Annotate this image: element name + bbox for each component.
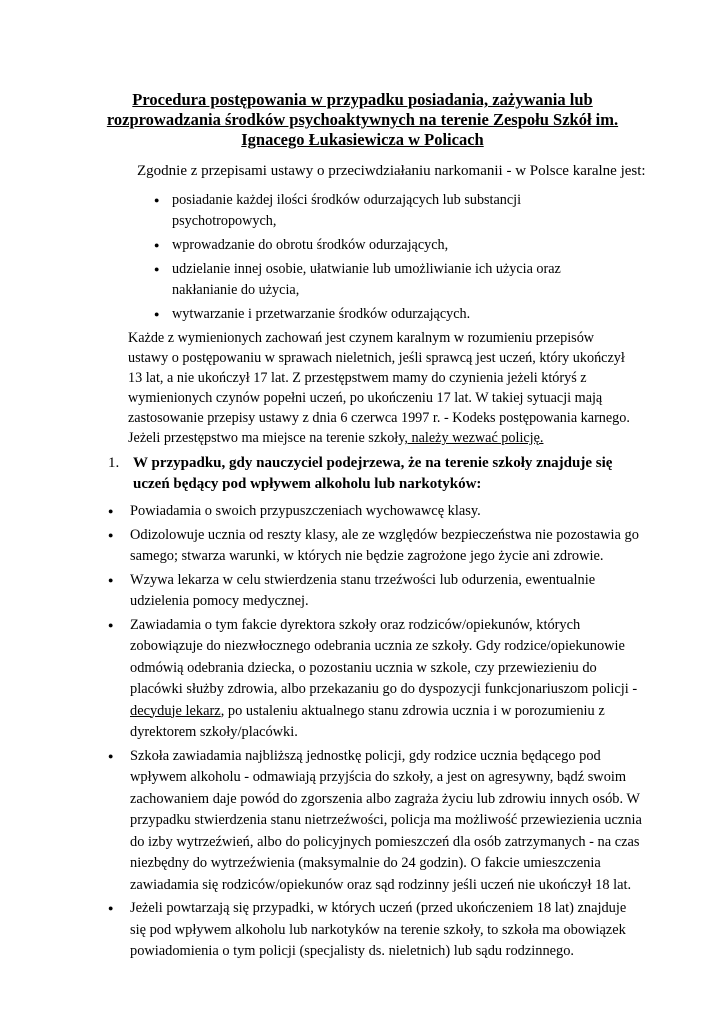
paragraph-text: Każde z wymienionych zachowań jest czynem karalnym w rozumieniu przepisów ustawy o postępowaniu w sprawach nieletnich, jeśli sprawcą jest uczeń, który ukończył 13 lat, a nie ukończył 17 lat. Z przestępstwem mamy do czynienia jeżeli któryś z wymienionych czynów popełni uczeń, po ukończeniu 17 lat. W takiej sytuacji mają zastosowanie przepisy ustawy z dnia 6 czerwca 1997 r. - Kodeks postępowania karnego. Jeżeli przestępstwo ma miejsce na terenie szkoły xyxy=(128,330,630,446)
list-item: ● Szkoła zawiadamia najbliższą jednostkę policji, gdy rodzice ucznia będącego pod wpływem alkoholu - odmawiają przyjścia do szkoły, a jest on agresywny, bądź swoim zachowaniem daje powód do zgorszenia albo zagraża życiu lub zdrowiu innych osób. W przypadku stwierdzenia stanu nietrzeźwości, policja ma możliwość przewiezienia ucznia do izby wytrzeźwień, albo do policyjnych pomieszczeń dla osób zatrzymanych - na czas niezbędny do wytrzeźwienia (maksymalnie do 24 godzin). O fakcie umieszczenia zawiadamia się rodziców/opiekunów oraz sąd rodzinny jeśli uczeń nie ukończył 18 lat. xyxy=(108,746,643,897)
list-item: ● posiadanie każdej ilości środków odurzających lub substancji psychotropowych, xyxy=(154,190,574,232)
intro-text: Zgodnie z przepisami ustawy o przeciwdziałaniu narkomanii - w Polsce karalne jest: xyxy=(137,163,646,179)
list-item: ● wytwarzanie i przetwarzanie środków odurzających. xyxy=(154,304,574,325)
section-heading xyxy=(108,453,648,495)
list-item: ● Odizolowuje ucznia od reszty klasy, ale ze względów bezpieczeństwa nie pozostawia go samego; stwarza warunki, w których nie będzie zagrożone jego życie ani zdrowie. xyxy=(108,525,643,568)
procedure-list xyxy=(108,501,643,965)
list-item: ● udzielanie innej osobie, ułatwianie lub umożliwianie ich użycia oraz nakłanianie do użycia, xyxy=(154,259,574,301)
doctor-decides-text: decyduje lekarz xyxy=(130,702,221,719)
list-item: ● Wzywa lekarza w celu stwierdzenia stanu trzeźwości lub odurzenia, ewentualnie udzielenia pomocy medycznej. xyxy=(108,570,643,613)
list-item-text: Zawiadamia o tym fakcie dyrektora szkoły oraz rodziców/opiekunów, których zobowiązuje do niezwłocznego odebrania ucznia ze szkoły. Gdy rodzice/opiekunowie odmówią odebrania dziecka, o pozostaniu ucznia w szkole, czy przewiezieniu do placówki służby zdrowia, albo przekazaniu go do dyspozycji funkcjonariuszom policji - xyxy=(130,616,638,697)
list-item: ● wprowadzanie do obrotu środków odurzających, xyxy=(154,235,574,256)
list-item-text: , po ustaleniu aktualnego stanu zdrowia ucznia i w porozumieniu z dyrektorem szkoły/placówki. xyxy=(130,702,605,740)
police-call-note: , należy wezwać policję. xyxy=(404,430,544,446)
list-item: ● Jeżeli powtarzają się przypadki, w których uczeń (przed ukończeniem 18 lat) znajduje się pod wpływem alkoholu lub narkotyków na terenie szkoły, to szkoła ma obowiązek powiadomienia o tym policji (specjalisty ds. nieletnich) lub sądu rodzinnego. xyxy=(108,898,643,963)
section-heading-text: W przypadku, gdy nauczyciel podejrzewa, że na terenie szkoły znajduje się uczeń będący pod wpływem alkoholu lub narkotyków: xyxy=(133,455,613,492)
list-item: ● Powiadamia o swoich przypuszczeniach wychowawcę klasy. xyxy=(108,501,643,523)
section-number: 1. xyxy=(108,455,120,471)
intro-list xyxy=(154,190,574,328)
document-title: Procedura postępowania w przypadku posiadania, zażywania lub rozprowadzania środków psychoaktywnych na terenie Zespołu Szkół im. Ignacego Łukasiewicza w Policach xyxy=(106,90,619,149)
list-item xyxy=(108,615,643,744)
legal-paragraph xyxy=(128,328,633,448)
